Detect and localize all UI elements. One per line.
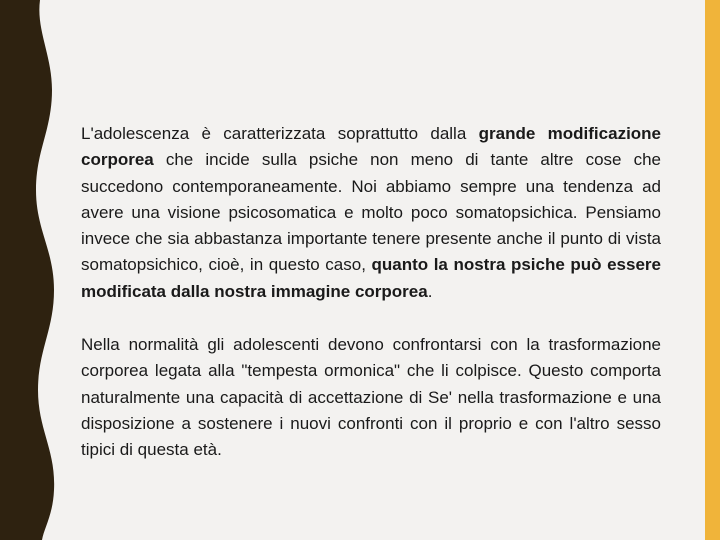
paragraph-1-text-b: che incide sulla psiche non meno di tante altre cose che succedono contemporaneamente. Noi abbiamo sempre una tendenza ad avere una visione psicosomatica e molto poco somatopsichica. Pensiamo invece che sia abbastanza importante tenere presente anche il punto di vista somatopsichico, cioè, in questo caso, bbox=[81, 150, 661, 275]
accent-stripe bbox=[705, 0, 720, 540]
paragraph-1 bbox=[81, 121, 661, 305]
paragraph-1-text-a: L'adolescenza è caratterizzata soprattutto dalla bbox=[81, 124, 479, 143]
paragraph-1-bold-a: grande modificazione corporea bbox=[81, 124, 662, 170]
paragraph-2 bbox=[81, 332, 661, 463]
decorative-wavy-band bbox=[0, 0, 60, 540]
paragraph-1-text-c: . bbox=[427, 281, 433, 301]
paragraph-2-text: Nella normalità gli adolescenti devono confrontarsi con la trasformazione corporea legata alla "tempesta ormonica" che li colpisce. Questo comporta naturalmente una capacità di accettazione di Se' nella trasformazione e una disposizione a sostenere i nuovi confronti con il proprio e con l'altro sesso tipici di questa età. bbox=[81, 335, 661, 460]
paragraph-1-bold-b: quanto la nostra psiche può essere modificata dalla nostra immagine corporea bbox=[81, 255, 661, 301]
slide-text-body bbox=[81, 121, 661, 464]
